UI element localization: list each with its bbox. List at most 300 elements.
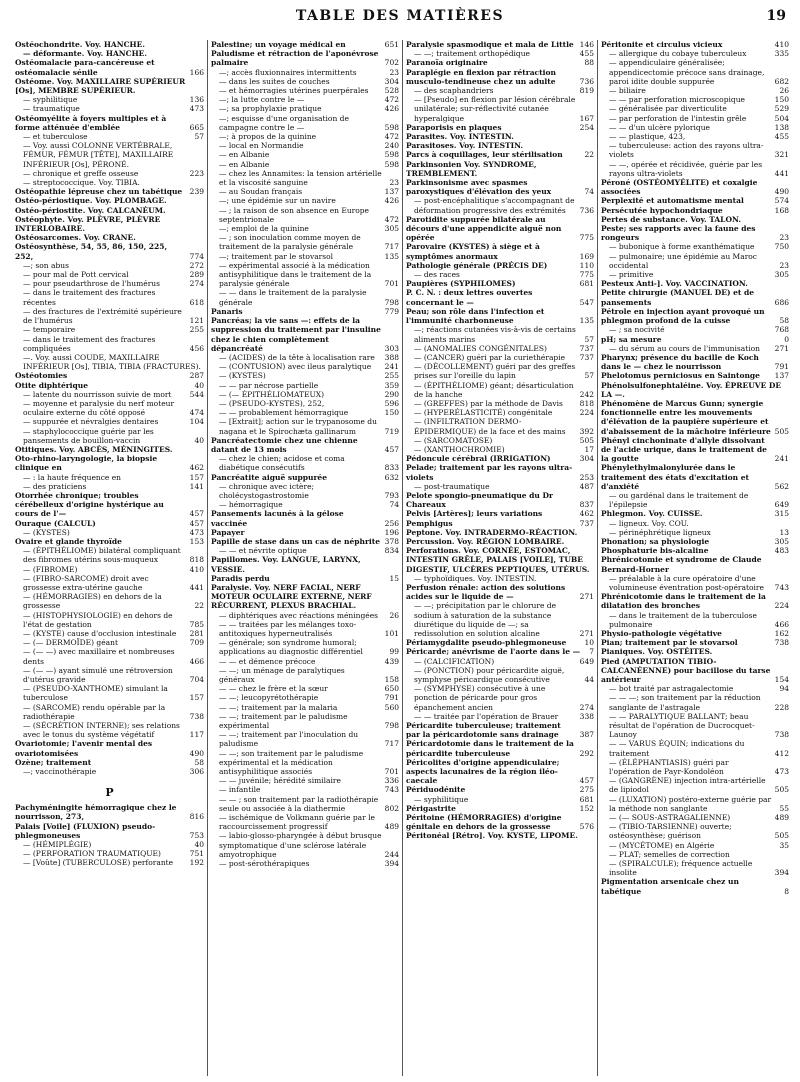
index-entry [601,58,789,86]
index-entry [601,647,789,656]
entry-page-number: 168 [774,205,789,215]
index-entry [211,307,399,316]
entry-page-number: 618 [189,297,204,307]
entry-page-number: 274 [579,702,594,712]
entry-text: Pelvis [Artères]; leurs variations [406,509,543,519]
index-entry [211,95,399,104]
index-entry [211,408,399,417]
entry-page-number: 410 [189,564,204,574]
entry-text: Ostéochondrite. Voy. HANCHE. [15,40,145,49]
entry-text: Phénomène de Marcus Gunn; synergie fonctionnelle entre les mouvements d'élévation de la paupière supérieure et d'abaissement de la mâchoire inférieure [601,398,771,436]
entry-page-number: 137 [384,187,399,197]
entry-text: Péricarde; anévrisme de l'aorte dans le — [406,647,581,657]
entry-text: — (HYPERÉLASTICITÉ) congénitale [414,408,553,418]
entry-text: — (KYSTE) cause d'occlusion intestinale [23,629,177,638]
index-entry [211,776,399,785]
entry-text: —. Voy. aussi COUDE, MAXILLAIRE INFÉRIEUR [Os], TIBIA, TIBIA (FRACTURES). [23,352,201,372]
entry-text: — et hémorragies utérines puerpérales [219,86,369,96]
index-entry [15,840,204,849]
index-entry [15,141,204,169]
index-entry [406,574,594,583]
entry-text: — (HÉMORRAGIES) en dehors de la grossesse [23,592,162,611]
entry-text: Peau; son rôle dans l'infection et l'immunité charbonneuse [406,306,545,326]
index-entry [406,601,594,638]
index-entry [406,583,594,601]
entry-text: Papayer [211,527,245,537]
index-entry [601,850,789,859]
index-entry [406,288,594,306]
entry-text: Pansements lacunés à la gélose vaccinée [211,509,344,528]
index-entry [15,335,204,353]
entry-page-number: 57 [584,371,594,381]
index-entry [211,399,399,408]
entry-text: — Voy. aussi COLONNE VERTÉBRALE, FÉMUR, FÉMUR [TÊTE], MAXILLAIRE INFÉRIEUR [Os], PÉRONÉ. [23,141,174,169]
entry-text: Paranoïa originaire [406,58,488,68]
entry-text: — chronique et greffe osseuse [23,168,139,178]
index-entry [601,841,789,850]
entry-page-number: 576 [579,822,594,832]
entry-text: Paralysie. Voy. NERF FACIAL, NERF MOTEUR OCULAIRE EXTERNE, NERF RÉCURRENT, PLEXUS BRACHIAL. [211,582,372,611]
entry-text: Péricolites d'origine appendiculaire; aspects lacunaires de la région iléo-caecale [406,757,560,786]
index-entry [15,858,204,867]
entry-text: — — PARALYTIQUE BALLANT; beau résultat de l'opération de Ducrocquet-Launoy [609,711,755,740]
entry-page-number: 153 [189,536,204,546]
entry-page-number: 287 [189,371,204,381]
entry-page-number: 457 [189,509,204,519]
entry-page-number: 743 [774,582,789,592]
entry-text: — (ÉPITHÉLIOME) géant; désarticulation de la hanche [414,380,574,399]
entry-text: Ostéomyélite à foyers multiples et à forme atténuée d'emblée [15,113,167,132]
entry-page-number: 154 [774,675,789,685]
entry-page-number: 474 [189,408,204,418]
entry-text: Pigmentation arsenicale chez un tabétique [601,877,739,896]
entry-page-number: 110 [579,260,594,270]
index-entry [601,307,789,325]
entry-page-number: 489 [384,822,399,832]
index-entry [211,454,399,472]
index-entry [15,684,204,702]
index-entry [211,261,399,289]
entry-text: — (PONCTION) pour péricardite aiguë, symphyse péricardique consécutive [414,665,565,685]
index-entry [406,436,594,445]
index-entry [15,40,204,49]
entry-text: — infantile [219,785,261,795]
entry-text: Perfusion rénale: action des solutions acides sur le liquide de — [406,582,566,602]
index-entry [15,666,204,684]
entry-page-number: 253 [579,472,594,482]
index-entry [15,206,204,215]
entry-page-number: 321 [774,150,789,160]
index-entry [15,739,204,757]
index-entry [406,408,594,417]
page-number: 19 [766,8,786,24]
index-entry [601,463,789,491]
index-entry [601,739,789,757]
entry-page-number: 426 [384,104,399,114]
index-entry [15,132,204,141]
entry-text: — ; la raison de son absence en Europe septentrionale [219,205,369,224]
entry-text: — pulmonaire; une épidémie au Maroc occidental [609,251,758,270]
index-entry [601,491,789,509]
entry-text: — dans le traitement des fractures compliquées [23,334,156,353]
entry-page-number: 57 [194,132,204,142]
index-entry [15,215,204,233]
index-entry [406,657,594,666]
entry-text: — allergique du cobaye tuberculeux [609,49,747,59]
entry-text: Phénolsulfonephtaléine. Voy. ÉPREUVE DE LA —. [601,380,782,399]
index-entry [211,813,399,831]
entry-page-number: 650 [384,684,399,694]
entry-page-number: 466 [774,619,789,629]
entry-text: Pelade; traitement par les rayons ultra-violets [406,463,573,482]
entry-text: — [Extrait]; action sur le trypanosome du nagana et le Spirochæta gallinarum [219,417,377,436]
index-entry [211,712,399,730]
index-entry [211,77,399,86]
entry-page-number: 439 [384,656,399,666]
entry-text: — ischémique de Volkmann guérie par le raccourcissement progressif [219,813,375,832]
index-entry [15,629,204,638]
index-entry [406,95,594,123]
entry-text: Persécutée hypochondriaque [601,205,723,215]
entry-page-number: 55 [779,803,789,813]
entry-text: — chez le chien; acidose et coma diabétique consécutifs [219,454,345,473]
entry-page-number: 743 [384,785,399,795]
index-entry [15,427,204,445]
index-entry [211,666,399,684]
entry-page-number: 737 [579,343,594,353]
entry-page-number: 254 [579,122,594,132]
index-entry [406,712,594,721]
index-entry [15,325,204,334]
entry-text: Pied (AMPUTATION TIBIO-CALCANÉENNE) pour bacillose du tarse antérieur [601,656,771,685]
entry-text: — généralisée par diverticulite [609,104,727,114]
entry-page-number: 457 [189,518,204,528]
entry-page-number: 649 [579,656,594,666]
index-entry [211,206,399,224]
entry-text: Péricardite tuberculeuse; traitement par la péricardotomie sans drainage [406,721,561,740]
entry-page-number: 196 [384,527,399,537]
entry-page-number: 791 [384,693,399,703]
entry-text: — — —; son traitement par la réduction sanglante de l'astragale [609,693,761,712]
entry-text: — (— DERMOÏDE) géant [23,638,118,648]
index-entry [15,233,204,242]
index-entry [15,611,204,629]
index-entry [211,638,399,656]
entry-page-number: 94 [779,684,789,694]
page-title: TABLE DES MATIÈRES [295,8,505,24]
entry-text: —; traitement par le stovarsol [219,251,334,261]
index-entry [601,399,789,436]
entry-page-number: 169 [579,251,594,261]
index-entry [211,831,399,859]
index-entry [601,519,789,528]
index-entry [15,288,204,306]
entry-page-number: 709 [189,638,204,648]
entry-text: — — chez le frère et la sœur [219,684,328,694]
index-entry [406,49,594,58]
index-entry [211,509,399,527]
entry-text: — —; son traitement par le paludisme expérimental et la médication antisyphilitique associés [219,748,364,777]
index-entry [15,371,204,380]
index-entry [406,353,594,362]
entry-text: Papille de stase dans un cas de néphrite [211,536,381,546]
index-entry [15,528,204,537]
index-entry [406,150,594,159]
entry-text: Paupières (SYPHILOMES) [406,279,516,289]
entry-page-number: 412 [774,748,789,758]
index-entry [406,537,594,546]
entry-text: — (HISTOPHYSIOLOGIE) en dehors de l'état de gestation [23,610,173,629]
entry-page-number: 150 [774,95,789,105]
entry-page-number: 560 [384,702,399,712]
entry-text: — — et névrite optique [219,546,307,556]
index-entry [15,104,204,113]
entry-page-number: 528 [384,86,399,96]
entry-text: —; son abus [23,260,69,270]
entry-text: Petite chirurgie (MANUEL DE) et de pansements [601,288,754,307]
entry-page-number: 274 [189,279,204,289]
entry-page-number: 441 [189,582,204,592]
entry-page-number: 738 [774,730,789,740]
index-entry [601,436,789,464]
entry-text: Ostéopathie lépreuse chez un tabétique [15,187,183,197]
entry-text: — — probablement hémorragique [219,408,349,418]
entry-text: — (SYMPHYSE) consécutive à une ponction de péricarde pour gros épanchement ancien [414,684,546,712]
entry-page-number: 547 [579,297,594,307]
entry-text: — au Soudan français [219,187,303,197]
entry-page-number: 686 [774,297,789,307]
entry-text: — expérimental associé à la médication antisyphilitique dans le traitement de la paralysie générale [219,260,372,289]
index-column-2 [207,40,402,1076]
entry-page-number: 162 [774,629,789,638]
entry-text: Palais [Voile] (FLUXION) pseudo-phlegmoneuses [15,821,156,840]
entry-text: — — traitée par l'opération de Brauer [414,711,559,721]
index-entry [406,215,594,243]
entry-text: Pelote spongio-pneumatique du Dr Chareaux [406,490,553,510]
entry-page-number: 271 [579,629,594,638]
index-entry [211,381,399,390]
index-entry [15,454,204,472]
entry-page-number: 271 [774,343,789,353]
entry-text: Ostéomalacie para-cancéreuse et ostéomalacie sénile [15,58,155,77]
entry-page-number: 490 [774,187,789,197]
entry-text: — labio-glosso-pharyngée à début brusque symptomatique d'une sclérose latérale amyotrophique [219,831,382,859]
index-entry [601,270,789,279]
entry-page-number: 505 [774,785,789,795]
entry-text: P. C. N. : deux lettres ouvertes concernant le — [406,288,533,307]
index-entry [211,785,399,794]
entry-page-number: 441 [774,168,789,178]
entry-page-number: 228 [774,702,789,712]
index-entry [601,288,789,306]
entry-text: Ostéophyte. Voy. PLÈVRE, PLÈVRE INTERLOBAIRE. [15,214,161,234]
entry-page-number: 737 [579,518,594,528]
entry-page-number: 289 [189,270,204,280]
entry-page-number: 505 [579,435,594,445]
entry-page-number: 793 [384,490,399,500]
index-entry [601,104,789,113]
entry-text: Pancréas; la vie sans —: effets de la suppression du traitement par l'insuline chez le chien complètement dépancréaté [211,316,381,353]
index-entry [406,739,594,757]
index-entry [15,169,204,178]
entry-text: Pemphigus [406,518,453,528]
index-entry [211,859,399,868]
entry-page-number: 457 [384,444,399,454]
entry-text: — suppurée et névralgies dentaires [23,417,159,427]
entry-page-number: 137 [774,371,789,381]
index-entry [211,703,399,712]
index-entry [15,58,204,76]
entry-text: — — traitées par les mélanges toxo-antitoxiques hyperneutralisés [219,619,357,638]
entry-page-number: 224 [774,601,789,611]
entry-page-number: 702 [384,58,399,68]
entry-page-number: 387 [579,730,594,740]
entry-text: — (SPIRALCULE); fréquence actuelle insolite [609,859,753,878]
entry-page-number: 834 [384,546,399,556]
entry-text: — du sérum au cours de l'immunisation [609,343,760,353]
index-entry [601,178,789,196]
index-entry [211,169,399,187]
index-entry [211,555,399,573]
entry-page-number: 473 [189,527,204,537]
index-entry [15,381,204,390]
entry-text: — (ÉPITHÉLIOME) bilatéral compliquant des fibromes utérins sous-muqueux [23,546,181,565]
entry-text: — local en Normandie [219,141,304,151]
page-header [0,6,800,32]
index-entry [211,150,399,159]
entry-page-number: 816 [189,812,204,822]
entry-page-number: 121 [189,316,204,326]
entry-text: — (— —) avec maxillaire et nombreuses dents [23,647,175,666]
entry-page-number: 472 [384,95,399,105]
entry-text: — (ACIDES) de la tête à localisation rare [219,352,375,362]
index-entry [15,758,204,767]
entry-text: — (LUXATION) postéro-externe guérie par la méthode non sanglante [609,794,772,813]
entry-text: — —, opérée et récidivée, guérie par les rayons ultra-violets [609,159,763,178]
entry-text: Paralysie spasmodique et mala de Little [406,40,574,49]
entry-page-number: 717 [384,242,399,252]
index-entry [601,206,789,215]
entry-text: —; esquisse d'une organisation de campagne contre le — [219,113,349,132]
index-entry [15,307,204,325]
entry-text: — — par perforation microscopique [609,95,745,105]
entry-text: — ligneux. Voy. COU. [609,518,689,528]
entry-text: — (— —) ayant simulé une rétroversion d'utérus gravide [23,665,173,685]
index-entry [601,114,789,123]
entry-page-number: 751 [189,849,204,859]
entry-text: — (— SOUS-ASTRAGALIENNE) [609,813,731,823]
entry-text: — des praticiens [23,481,87,491]
index-entry [211,49,399,67]
entry-text: Parcs à coquillages, leur stérilisation [406,150,563,160]
index-entry [15,114,204,132]
entry-page-number: 737 [579,352,594,362]
index-entry [406,445,594,454]
index-entry [601,335,789,344]
entry-page-number: 104 [189,417,204,427]
entry-page-number: 753 [189,830,204,840]
entry-page-number: 135 [384,251,399,261]
entry-text: — (MYCÉTOME) en Algérie [609,840,715,850]
entry-text: — (SÉCRÉTION INTERNE); ses relations avec le tonus du système végétatif [23,721,180,740]
index-entry [406,454,594,463]
index-entry [601,776,789,794]
index-entry [406,160,594,178]
entry-page-number: 242 [579,389,594,399]
index-entry [406,638,594,647]
entry-page-number: 791 [774,362,789,372]
entry-text: Périduodénite [406,785,466,795]
entry-text: Perplexité et automatisme mental [601,196,744,206]
entry-page-number: 779 [384,306,399,316]
entry-page-number: 135 [579,316,594,326]
entry-page-number: 272 [189,260,204,270]
entry-text: — —; traitement par le paludisme expérimental [219,711,348,731]
index-entry [601,574,789,592]
index-entry [15,178,204,187]
entry-page-number: 562 [774,481,789,491]
entry-text: Otitiques. Voy. ABCÈS, MÉNINGITES. [15,444,173,454]
entry-text: Pancréatite aiguë suppurée [211,472,327,482]
index-entry [211,482,399,500]
entry-page-number: 819 [579,86,594,96]
entry-page-number: 681 [579,794,594,804]
index-entry [211,252,399,261]
index-entry [601,196,789,205]
entry-page-number: 388 [384,352,399,362]
index-entry [15,491,204,519]
entry-text: Ozène; traitement [15,757,92,767]
index-entry [601,657,789,685]
entry-text: Parotidite suppurée bilatérale au décours d'une appendicite aiguë non opérée [406,214,562,243]
entry-text: Phosphaturie bis-alcaline [601,546,709,556]
entry-text: — (TIBIO-TARSIENNE) ouverte; ostéosynthèse; guérison [609,822,732,841]
index-entry [601,693,789,711]
entry-text: Périgastrite [406,803,456,813]
index-entry [601,546,789,555]
entry-text: Phlegmon. Voy. CUISSE. [601,509,703,519]
entry-text: Papillomes. Voy. LANGUE, LARYNX, VESSIE. [211,555,361,574]
entry-text: Parasites. Voy. INTESTIN. [406,132,514,142]
entry-page-number: 378 [384,536,399,546]
entry-page-number: 598 [384,159,399,169]
entry-text: — —; précipitation par le chlorure de sodium à saturation de la substance diurétique du liquide de —; sa redissolution en solution alcaline [414,601,557,638]
index-entry [211,620,399,638]
index-entry [15,270,204,279]
entry-page-number: 101 [384,629,399,638]
entry-page-number: 410 [774,40,789,49]
entry-text: — moyenne et paralysie du nerf moteur oculaire externe du côté opposé [23,398,175,418]
entry-text: Ouraque (CALCUL) [15,518,96,528]
index-entry [406,132,594,141]
entry-page-number: 455 [774,132,789,142]
index-entry [601,877,789,895]
entry-page-number: 304 [384,76,399,86]
entry-text: —; une épidémie sur un navire [219,196,336,206]
entry-text: — périnéphrétique ligneux [609,527,711,537]
index-entry [15,565,204,574]
entry-page-number: 23 [779,260,789,270]
entry-page-number: 473 [189,104,204,114]
entry-text: pH; sa mesure [601,334,662,344]
entry-text: — ; sa nocivité [609,325,665,335]
index-entry [406,813,594,831]
index-entry [601,371,789,380]
index-entry [601,123,789,132]
entry-page-number: 40 [194,840,204,850]
entry-text: Ostéosarcomes. Voy. CRANE. [15,233,136,243]
index-entry [15,849,204,858]
